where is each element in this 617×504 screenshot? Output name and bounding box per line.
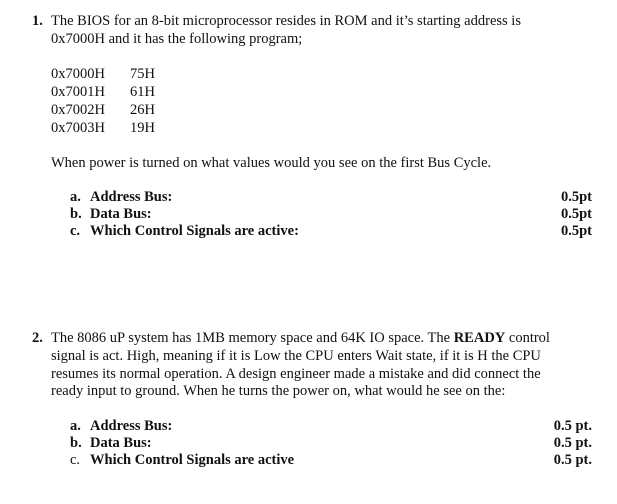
item-letter: a. — [70, 418, 81, 434]
item-label: Which Control Signals are active: — [90, 223, 299, 239]
question-2-line-1-start: The 8086 uP system has 1MB memory space and 64K IO space. The — [51, 330, 454, 346]
item-letter: b. — [70, 206, 82, 222]
ready-keyword: READY — [453, 330, 506, 346]
item-letter: a. — [70, 189, 81, 205]
item-points: 0.5 pt. — [553, 435, 592, 451]
question-1-line-2: 0x7000H and it has the following program; — [51, 31, 303, 47]
question-2-number: 2. — [32, 330, 43, 346]
program-value: 61H — [130, 84, 155, 100]
item-points: 0.5pt — [560, 223, 592, 239]
question-2-line-1 — [51, 330, 550, 347]
question-2-line-1-end: control — [505, 330, 550, 346]
item-label: Address Bus: — [90, 189, 173, 205]
question-1-line-1: The BIOS for an 8-bit microprocessor resides in ROM and it’s starting address is — [51, 13, 521, 29]
item-points: 0.5 pt. — [553, 418, 592, 434]
program-value: 75H — [130, 66, 155, 82]
question-2-line-2: signal is act. High, meaning if it is Low the CPU enters Wait state, if it is H the CPU — [51, 348, 541, 364]
item-label: Data Bus: — [90, 206, 152, 222]
program-address: 0x7003H — [51, 120, 105, 136]
program-address: 0x7000H — [51, 66, 105, 82]
question-1-number: 1. — [32, 13, 43, 29]
program-value: 19H — [130, 120, 155, 136]
item-label: Address Bus: — [90, 418, 173, 434]
item-label: Which Control Signals are active — [90, 452, 295, 468]
item-letter: c. — [70, 452, 81, 468]
item-points: 0.5 pt. — [553, 452, 592, 468]
item-letter: b. — [70, 435, 82, 451]
item-points: 0.5pt — [560, 206, 592, 222]
program-address: 0x7002H — [51, 102, 105, 118]
question-2-line-4: ready input to ground. When he turns the power on, what would he see on the: — [51, 383, 506, 399]
question-2-line-3: resumes its normal operation. A design engineer made a mistake and did connect the — [51, 366, 541, 382]
item-label: Data Bus: — [90, 435, 152, 451]
question-1-prompt: When power is turned on what values would you see on the first Bus Cycle. — [51, 155, 492, 171]
program-value: 26H — [130, 102, 155, 118]
item-letter: c. — [70, 223, 81, 239]
item-points: 0.5pt — [560, 189, 592, 205]
program-address: 0x7001H — [51, 84, 105, 100]
